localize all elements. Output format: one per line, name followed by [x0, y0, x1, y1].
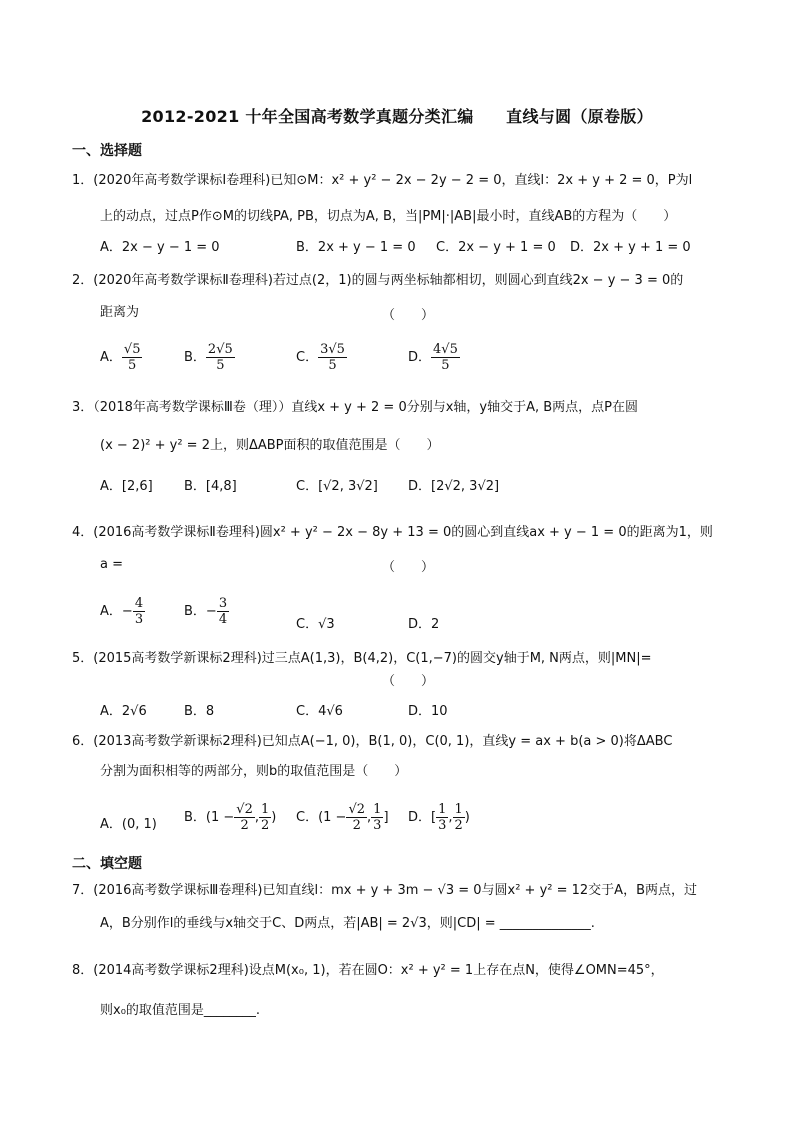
fraction: $\frac{√2}{2}$ — [236, 802, 253, 833]
question-5-option-c: C．4√6 — [296, 704, 343, 719]
fraction: $\frac{1}{3}$ — [373, 802, 382, 833]
question-1-option-d: D．2x + y + 1 = 0 — [570, 240, 691, 255]
question-4-option-c: C．√3 — [296, 617, 335, 632]
question-5-line-1: 5．(2015高考数学新课标2理科)过三点A(1,3)，B(4,2)，C(1,−7)的圆交y轴于M, N两点，则|MN|= — [72, 651, 652, 666]
question-1-option-a: A．2x − y − 1 = 0 — [100, 240, 220, 255]
question-5-option-d: D．10 — [408, 704, 448, 719]
question-7-line-1: 7．(2016高考数学课标Ⅲ卷理科)已知直线l：mx + y + 3m − √3 = 0与圆x² + y² = 12交于A，B两点，过 — [72, 883, 697, 898]
question-8-line-2: 则x₀的取值范围是________. — [100, 1003, 261, 1018]
fraction: $\frac{2√5}{5}$ — [207, 342, 233, 373]
question-3-option-b: B．[4,8] — [184, 479, 237, 494]
question-2-option-b: B． $\frac{2√5}{5}$ — [184, 342, 233, 373]
fraction: $\frac{1}{3}$ — [438, 802, 447, 833]
question-2-option-c: C． $\frac{3√5}{5}$ — [296, 342, 345, 373]
fraction: $\frac{√5}{5}$ — [123, 342, 141, 373]
question-8-line-1: 8．(2014高考数学课标2理科)设点M(x₀, 1)，若在圆O：x² + y² = 1上存在点N，使得∠OMN=45°， — [72, 963, 664, 978]
question-6-option-d: D．[ $\frac{1}{3}$ , $\frac{1}{2}$ ) — [408, 802, 470, 833]
question-1-line-1: 1．(2020年高考数学课标Ⅰ卷理科)已知⊙M：x² + y² − 2x − 2y − 2 = 0，直线l：2x + y + 2 = 0，P为l — [72, 173, 693, 188]
question-4-option-b: B．− $\frac{3}{4}$ — [184, 596, 228, 627]
fraction: $\frac{4}{3}$ — [134, 596, 144, 627]
question-5-answer-paren: （ ） — [382, 674, 435, 689]
question-2-option-a: A． $\frac{√5}{5}$ — [100, 342, 141, 373]
question-4-option-a: A．− $\frac{4}{3}$ — [100, 596, 144, 627]
question-4-answer-paren: （ ） — [382, 560, 435, 575]
fraction: $\frac{√2}{2}$ — [348, 802, 366, 833]
fraction: $\frac{1}{2}$ — [454, 802, 463, 833]
question-6-option-b: B．(1 − $\frac{√2}{2}$ , $\frac{1}{2}$ ) — [184, 802, 277, 833]
question-5-option-b: B．8 — [184, 704, 215, 719]
question-1-line-2: 上的动点，过点P作⊙M的切线PA, PB，切点为A, B，当|PM|·|AB|最小时，直线AB的方程为（ ） — [100, 209, 677, 224]
page-title: 2012-2021 十年全国高考数学真题分类汇编 直线与圆（原卷版） — [141, 107, 653, 126]
question-2-line-1: 2．(2020年高考数学课标Ⅱ卷理科)若过点(2，1)的圆与两坐标轴都相切，则圆心到直线2x − y − 3 = 0的 — [72, 273, 684, 288]
question-7-line-2: A，B分别作l的垂线与x轴交于C、D两点，若|AB| = 2√3，则|CD| = ______________. — [100, 916, 595, 931]
question-5-option-a: A．2√6 — [100, 704, 147, 719]
question-3-option-a: A．[2,6] — [100, 479, 153, 494]
section-fill-heading: 二、填空题 — [72, 856, 142, 872]
question-4-line-1: 4．(2016高考数学课标Ⅱ卷理科)圆x² + y² − 2x − 8y + 13 = 0的圆心到直线ax + y − 1 = 0的距离为1，则 — [72, 525, 713, 540]
question-6-option-c: C．(1 − $\frac{√2}{2}$ , $\frac{1}{3}$ ] — [296, 802, 389, 833]
question-4-option-d: D．2 — [408, 617, 440, 632]
question-6-option-a: A．(0, 1) — [100, 817, 157, 832]
question-3-option-c: C．[√2, 3√2] — [296, 479, 378, 494]
question-3-line-1: 3．（2018年高考数学课标Ⅲ卷（理））直线x + y + 2 = 0分别与x轴，y轴交于A, B两点，点P在圆 — [72, 400, 639, 415]
section-choice-heading: 一、选择题 — [72, 143, 142, 159]
question-3-option-d: D．[2√2, 3√2] — [408, 479, 500, 494]
question-3-line-2: (x − 2)² + y² = 2上，则ΔABP面积的取值范围是（ ） — [100, 438, 440, 453]
question-2-line-2: 距离为 — [100, 305, 140, 320]
question-2-answer-paren: （ ） — [382, 308, 435, 323]
question-4-line-2: a = — [100, 557, 123, 572]
fraction: $\frac{3√5}{5}$ — [320, 342, 345, 373]
fraction: $\frac{4√5}{5}$ — [433, 342, 458, 373]
question-6-line-2: 分割为面积相等的两部分，则b的取值范围是（ ） — [100, 764, 408, 779]
fraction: $\frac{3}{4}$ — [218, 596, 228, 627]
question-2-option-d: D． $\frac{4√5}{5}$ — [408, 342, 458, 373]
fraction: $\frac{1}{2}$ — [261, 802, 270, 833]
question-1-option-b: B．2x + y − 1 = 0 — [296, 240, 416, 255]
question-1-option-c: C．2x − y + 1 = 0 — [436, 240, 556, 255]
question-6-line-1: 6．(2013高考数学新课标2理科)已知点A(−1, 0)，B(1, 0)，C(0, 1)，直线y = ax + b(a > 0)将ΔABC — [72, 734, 673, 749]
